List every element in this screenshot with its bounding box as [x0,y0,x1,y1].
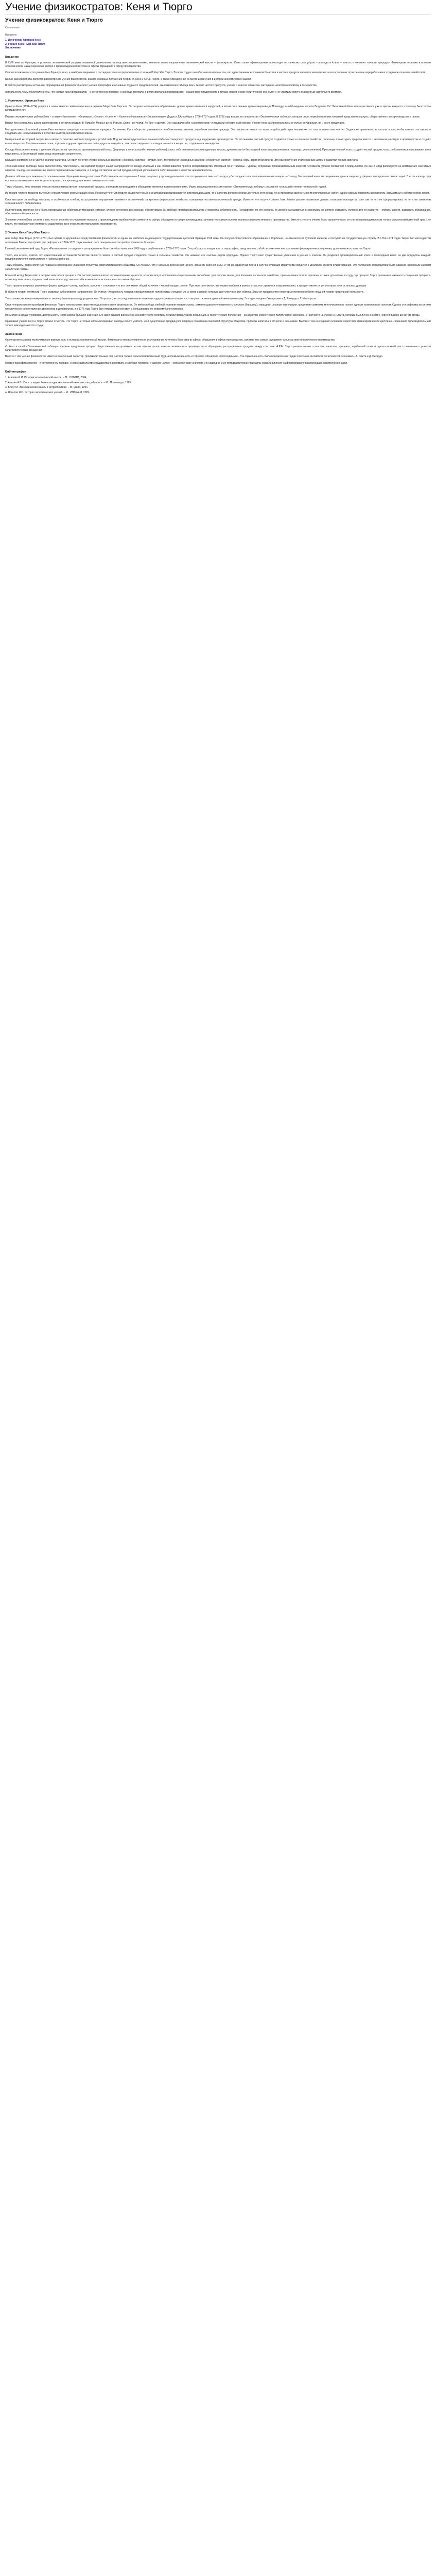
paragraph: Актуальность темы обусловлена тем, что многие идеи физиократов – о естественном порядке, о свободе торговли, о роли капитала в производстве – нашли своё продолжение в трудах классической политической экономии и не утратили своего значения до настоящего времени. [5,90,342,94]
paragraph: Тюрго проанализировал различные формы доходов – ренту, прибыль, процент – и показал, что все они имеют общий источник – чистый продукт земли. При этом он отметил, что норма прибыли в разных отраслях стремится к выравниванию, а процент является регулятором всех остальных доходов. [5,284,367,287]
paragraph: Основоположником этого учения был Франсуа Кенэ, а наиболее видным его последователем и продолжателем стал Анн Робер Жак Тюрго. В своих трудах они обосновали идею о том, что единственным источником богатства и чистого продукта является земледелие, а все остальные отрасли лишь перерабатывают созданное сельским хозяйством. [5,71,426,75]
paragraph: Методологической основой учения Кенэ является концепция «естественного порядка». По мнению Кенэ, общество развивается по объективным законам, подобным законам природы. Эти законы не зависят от воли людей и действуют независимо от того, познаны они или нет. Задача же правительства состоит в том, чтобы познать эти законы и следовать им, не вмешиваясь в естественный ход экономической жизни. [5,128,431,135]
section-heading: Заключение [5,333,23,336]
paragraph: Целью данной работы является рассмотрение учения физиократов, анализ основных положений теории Ф. Кенэ и А.Р.Ж. Тюрго, а также определение их места и значения в истории экономической мысли. [5,77,252,81]
paragraph: Франсуа Кенэ (1694–1774) родился в семье мелкого землевладельца в деревне Мере близ Версаля. Он получил медицинское образование, долгое время занимался хирургией, а затем стал личным врачом маркизы де Помпадур и лейб-медиком короля Людовика XV. Экономикой Кенэ заинтересовался уже в зрелом возрасте, когда ему было около шестидесяти лет. [5,105,431,112]
reference-item: 4. Ядгаров Я.С. История экономических учений. – М.: ИНФРА-М, 2009. [5,391,90,394]
paragraph: В работе рассмотрены источники формирования физиократического учения, биография и основные труды его представителей, экономическая таблица Кенэ, теория чистого продукта, учение о классах общества, взгляды на налоговую политику и государство. [5,84,318,88]
reference-item: 1. Агапова И.И. История экономической мысли. – М.: ЮНИТИ, 2004. [5,376,87,380]
section-heading: 2. Учение Кенэ Пьер Жак Тюрго [5,231,49,235]
document-meta: Оглавление [5,26,20,29]
paragraph: Таким образом, Кенэ впервые показал воспроизводство как непрерывный процесс, в котором производство и обращение являются взаимосвязанными. Маркс впоследствии высоко оценил «Экономическую таблицу», назвав её «в высшей степени гениальной» идеей. [5,185,327,189]
document-subtitle: Учение физикократов: Кеня и Тюрго [5,17,103,23]
document-section [5,231,431,328]
paragraph: Далее в таблице прослеживаются основные акты обращения между классами. Собственники на полученные 2 млрд покупают у производительного класса продовольствие на 1 млрд и у бесплодного класса промышленные товары на 1 млрд. Бесплодный класс на полученные деньги закупает у фермеров продовольствие и сырьё. В итоге к концу года все классы возмещают свои затраты и процесс воспроизводства может повторяться снова. [5,175,431,182]
references-list [5,376,431,395]
paragraph: Отсюда Кенэ делает вывод о делении общества на три класса: производительный класс (фермеры и сельскохозяйственные рабочие), класс собственников (землевладельцы, король, духовенство) и бесплодный класс (промышленники, торговцы, ремесленники). Производительный класс создаёт чистый продукт, класс собственников присваивает его в виде ренты, а бесплодный класс лишь возмещает затраченное. [5,148,431,156]
paragraph: Тюрго, как и Кенэ, считал, что единственным источником богатства является земля, а чистый продукт создаётся только в сельском хозяйстве. Он называл его «чистым даром природы». Однако Тюрго внёс существенные уточнения в учение о классах. Он разделил производительный класс и бесплодный класс на две подгруппы каждый: предпринимателей-капиталистов и наёмных рабочих. [5,253,431,261]
references-heading: Библиография [5,370,26,374]
document-section [5,99,431,226]
paragraph: Многие идеи физиократов – о естественном порядке, о невмешательстве государства в экономику, о свободе торговли, о едином налоге – сохраняют своё значение и в наши дни, а их методологические принципы оказали влияние на формирование последующих экономических школ. [5,361,348,365]
paragraph: Первые экономические работы Кенэ – статьи «Население», «Фермеры», «Зерно», «Налоги» – были опубликованы в «Энциклопедии» Дидро и Д'Аламбера в 1756–1757 годах. В 1758 году вышла его знаменитая «Экономическая таблица», которая стала первой в истории попыткой представить процесс общественного воспроизводства в целом. [5,115,421,118]
paragraph: Из теории чистого продукта вытекали и практические рекомендации Кенэ. Поскольку чистый продукт создаётся только в земледелии и присваивается землевладельцами, то и налогом должен облагаться только этот доход. Кенэ предлагал заменить все многочисленные налоги одним единым поземельным налогом, взимаемым с собственников земли. [5,192,430,195]
paragraph: Кенэ выступал за свободу торговли, в особенности хлебом, за устранение внутренних таможен и ограничений, за крупное фермерское хозяйство, основанное на капиталистической аренде. Известен его лозунг «Laissez faire, laissez passer» (позвольте делать, позвольте проходить), хотя сам он его не сформулировал, но он стал символом экономического либерализма. [5,198,431,206]
paragraph: Таким образом, Тюрго вплотную подошёл к пониманию классовой структуры капиталистического общества. Он показал, что у наёмных рабочих нет ничего, кроме их рабочей силы, и что их заработная плата в силу конкуренции между ними сводится к минимуму средств существования. Это положение впоследствии было названо «железным законом заработной платы». [5,264,431,271]
paragraph: Вокруг Кенэ сложилась школа физиократов, в которую входили В. Мирабо, Мерсье де ла Ривьер, Дюпон де Немур, Ле Трон и другие. Они называли себя «экономистами» и издавали собственный журнал. Учение Кенэ распространилось не только во Франции, но и за её пределами. [5,122,345,125]
reference-item: 3. Блауг М. Экономическая мысль в ретроспективе. – М.: Дело, 1994. [5,386,89,389]
document-body [5,56,431,366]
toc-item [5,46,431,50]
toc-heading: Введение [5,33,17,37]
toc-item [5,39,431,43]
paragraph: Центральной категорией теории Кенэ является понятие «чистого продукта» (produit net). Под чистым продуктом Кенэ понимал избыток совокупного продукта над издержками производства. По его мнению, чистый продукт создаётся только в сельском хозяйстве, поскольку только здесь природа вместе с человеком участвует в производстве и создаёт новое вещество. В промышленности же, торговле и других отраслях чистый продукт не создаётся, там лишь соединяются и видоизменяются вещества, созданные в земледелии. [5,138,431,145]
document-section [5,56,431,94]
paragraph: Значение учения Кенэ состоит в том, что он перенёс исследование вопроса о происхождении прибавочной стоимости из сферы обращения в сферу производства, заложив тем самым основы анализа капиталистического производства. Вместе с тем его учение было ограниченным: он считал производительным только сельскохозяйственный труд и не видел, что прибавочная стоимость создаётся во всех отраслях материального производства. [5,218,431,226]
paragraph: В области теории стоимости Тюрго развивал субъективное направление. Он считал, что ценность товаров определяется их полезностью и редкостью, а также оценкой, которую дают им участники обмена. Этим он предвосхитил некоторые положения более поздней теории предельной полезности. [5,291,364,294]
section-heading: Введение [5,55,19,59]
document-page [0,1,436,399]
paragraph: Главный экономический труд Тюрго «Размышления о создании и распределении богатств» был написан в 1766 году и опубликован в 1769–1770 годах. Эта работа, состоящая из ста параграфов, представляет собой систематическое изложение физиократического учения, дополненное и развитое Тюрго. [5,247,371,251]
paragraph: Ф. Кенэ в своей «Экономической таблице» впервые представил процесс общественного воспроизводства как единое целое, показал взаимосвязь производства и обращения, распределения продукта между классами. А.Р.Ж. Тюрго развил учение о классах, капитале, проценте, заработной плате и сделал важный шаг к пониманию сущности капиталистических отношений. [5,345,431,352]
toc-link[interactable]: 2. Учение Кенэ Пьер Жак Тюрго [5,42,46,46]
paragraph: Большой вклад Тюрго внёс в теорию капитала и процента. Он рассматривал капитал как накопленные ценности, которые могут использоваться различными способами: для покупки земли, для вложения в сельское хозяйство, промышленность или торговлю, а также для отдачи в ссуду под процент. Тюрго доказывал законность получения процента, поскольку капиталист, отдавая свой капитал в ссуду, лишает себя возможности использовать его иным образом. [5,274,431,281]
paragraph: Тюрго также высказал важную идею о законе убывающего плодородия почвы. Он указал, что последовательные вложения труда и капитала в один и тот же участок земли дают всё меньшую отдачу. Эта идея позднее была развита Д. Рикардо и Т. Мальтусом. [5,297,317,300]
toc-link[interactable]: Заключение [5,46,21,49]
paragraph: Большое внимание Кенэ уделял анализу капитала. Он ввёл понятия «первоначальных авансов» (основной капитал – орудия, скот, постройки) и «ежегодных авансов» (оборотный капитал – семена, корм, заработная плата). Это разграничение стало важным шагом в развитии теории капитала. [5,159,359,162]
paragraph: Несмотря на неудачу реформ, деятельность Тюрго имела большое значение. Его идеи оказали влияние на экономическую политику Великой французской революции, а теоретические положения – на развитие классической политической экономии, в частности на учение А. Смита, который был лично знаком с Тюрго и высоко ценил его труды. [5,313,421,317]
toc-link[interactable]: 1. Источники. Франсуа Кенэ [5,39,41,42]
paragraph: Политическим идеалом Кенэ была просвещённая абсолютная монархия, которая, следуя естественным законам, обеспечивала бы свободу предпринимательства и охраняла собственность. Государство, по его мнению, не должно вмешиваться в экономику, но должно создавать условия для её развития – строить дороги, развивать образование, обеспечивать безопасность. [5,208,431,216]
table-of-contents [5,39,431,50]
paragraph: Став генеральным контролёром финансов, Тюрго попытался на практике осуществить идеи физиократов. Он ввёл свободу хлебной торговли внутри страны, отменил дорожную повинность крестьян (барщину), упразднил цеховые корпорации, предложил заменить многочисленные налоги единым поземельным налогом. Однако эти реформы встретили ожесточённое сопротивление дворянства и духовенства, и в 1776 году Тюрго был отправлен в отставку, а большинство его реформ было отменено. [5,303,431,311]
reference-item: 2. Аникин А.В. Юность науки: Жизнь и идеи мыслителей-экономистов до Маркса. – М.: Политиздат, 1985. [5,381,132,384]
page-title: Учение физикостратов: Кеня и Тюрго [5,1,431,15]
document-section [5,333,431,365]
paragraph: Физиократия сыграла исключительно важную роль в истории экономической мысли. Физиократы впервые перенесли исследование источника богатства из сферы обращения в сферу производства, заложив тем самым фундамент анализа капиталистического производства. [5,338,336,342]
toc-item [5,43,431,47]
paragraph: Вместе с тем учение физиократов имело ограниченный характер: производительным они считали только сельскохозяйственный труд, а промышленность и торговлю объявляли «бесплодными». Эта ограниченность была преодолена в трудах классиков английской политической экономии – А. Смита и Д. Рикардо. [5,355,383,359]
paragraph: Сравнивая учения Кенэ и Тюрго, можно отметить, что Тюрго не только систематизировал взгляды своего учителя, но и существенно продвинулся вперёд в понимании классовой структуры общества, природы капитала и его роли в экономике. Вместе с тем он сохранил основной недостаток физиократической доктрины – признание производительным только земледельческого труда. [5,320,431,327]
paragraph: «Экономическая таблица» Кенэ является попыткой показать, как годовой продукт нации распределяется между классами и как обеспечивается простое воспроизводство. Исходный пункт таблицы – урожай, собранный производительным классом. Стоимость урожая составляет 5 млрд ливров. Из них 2 млрд расходуется на возмещение ежегодных авансов, 1 млрд – на возмещение износа первоначальных авансов, а 2 млрд составляет чистый продукт, который уплачивается собственникам в качестве арендной платы. [5,165,431,172]
section-heading: 1. Источники. Франсуа Кенэ [5,99,44,103]
paragraph: В XVIII веке во Франции, в условиях экономической разрухи, вызванной длительным господством меркантилизма, возникло новое направление экономической мысли – физиократия. Само слово «физиократия» происходит от греческих слов physis – природа и kratos – власть, и означает «власть природы». Физиократы первыми в истории экономической науки перенесли вопрос о происхождении богатства из сферы обращения в сферу производства. [5,61,431,68]
paragraph: Анн Робер Жак Тюрго (1727–1781) был одним из крупнейших представителей физиократии и одним из наиболее выдающихся государственных деятелей Франции XVIII века. Он получил богословское образование в Сорбонне, но отказался от духовной карьеры и поступил на государственную службу. В 1761–1774 годах Тюрго был интендантом провинции Лимож, где провёл ряд реформ, а в 1774–1776 годах занимал пост генерального контролёра финансов Франции. [5,237,431,244]
